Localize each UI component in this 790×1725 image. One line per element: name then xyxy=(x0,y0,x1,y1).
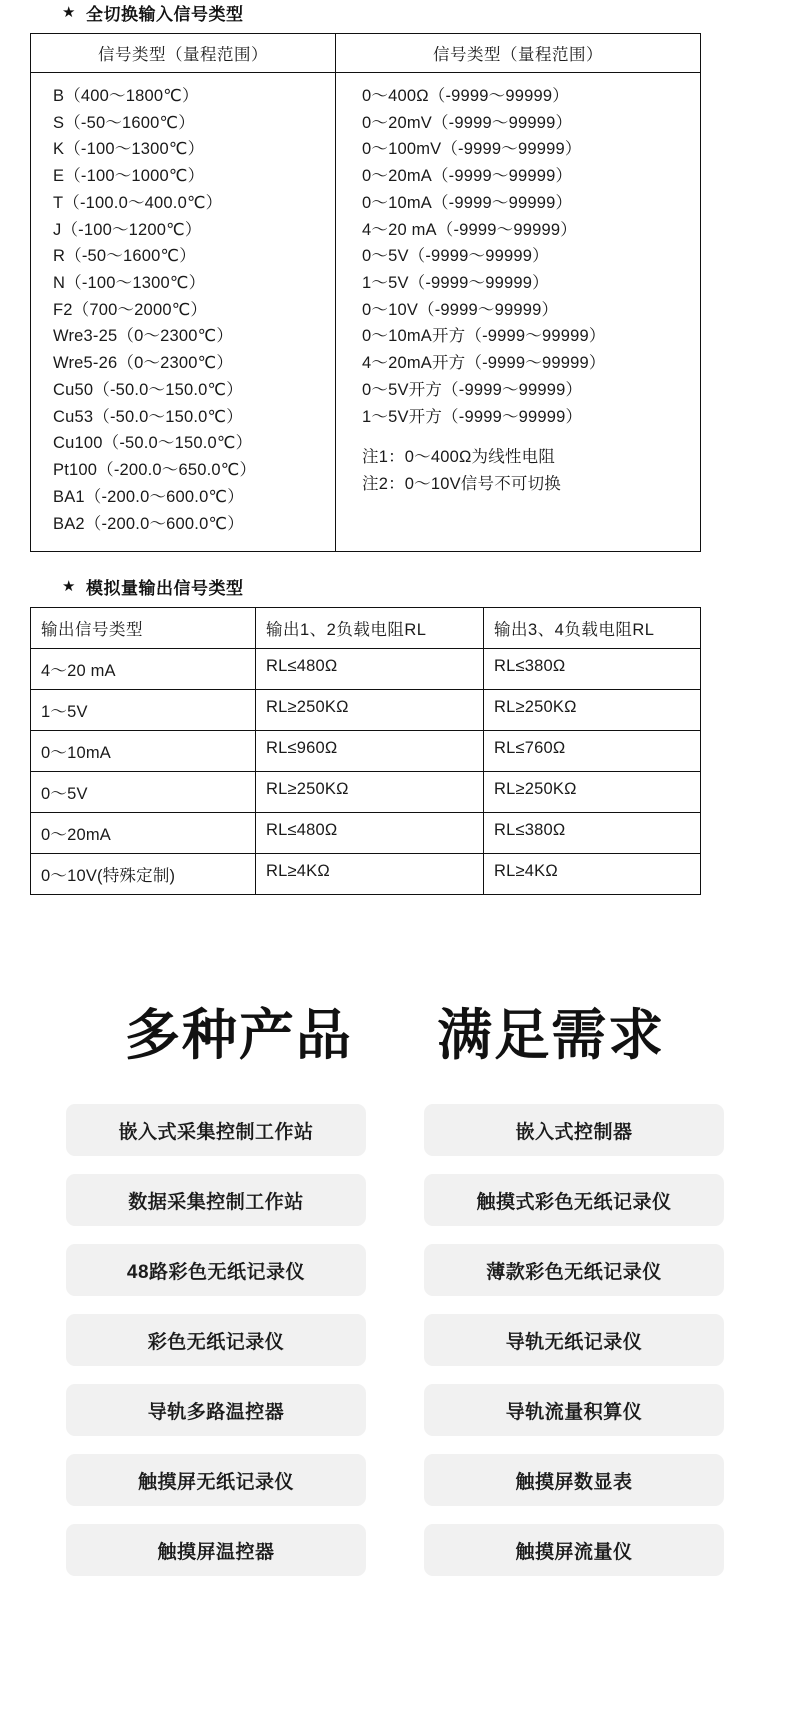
table-row xyxy=(31,731,701,772)
banner-title-right: 满足需求 xyxy=(437,1003,666,1068)
list-item: 0～5V（-9999～99999） xyxy=(362,247,549,266)
list-item: BA2（-200.0～600.0℃） xyxy=(53,514,244,533)
output-cell-type: 0～10V(特殊定制) xyxy=(31,854,256,895)
signal-table-wrap xyxy=(30,33,790,552)
list-item: J（-100～1200℃） xyxy=(53,220,202,239)
product-item[interactable]: 嵌入式控制器 xyxy=(424,1104,724,1156)
list-item: E（-100～1000℃） xyxy=(53,167,205,186)
star-icon: ★ xyxy=(62,4,76,21)
product-item[interactable]: 导轨无纸记录仪 xyxy=(424,1314,724,1366)
output-cell-rl12: RL≥250KΩ xyxy=(256,772,484,813)
table-row xyxy=(31,854,701,895)
output-cell-rl12: RL≤480Ω xyxy=(256,813,484,854)
list-item: Wre5-26（0～2300℃） xyxy=(53,354,234,373)
list-item: 1～5V开方（-9999～99999） xyxy=(362,407,583,426)
product-item[interactable]: 彩色无纸记录仪 xyxy=(66,1314,366,1366)
output-cell-rl34: RL≤380Ω xyxy=(484,813,701,854)
table-row xyxy=(31,73,701,552)
output-col-header-3: 输出3、4负载电阻RL xyxy=(484,608,701,649)
output-section-heading xyxy=(62,574,790,599)
list-item: 4～20 mA（-9999～99999） xyxy=(362,220,577,239)
signal-section-heading xyxy=(62,0,790,25)
output-cell-rl12: RL≤480Ω xyxy=(256,649,484,690)
output-cell-rl12: RL≥4KΩ xyxy=(256,854,484,895)
product-list xyxy=(0,1104,790,1622)
product-item[interactable]: 触摸屏流量仪 xyxy=(424,1524,724,1576)
table-row xyxy=(31,813,701,854)
list-item: R（-50～1600℃） xyxy=(53,247,196,266)
list-item: 0～5V开方（-9999～99999） xyxy=(362,380,583,399)
list-item: BA1（-200.0～600.0℃） xyxy=(53,487,244,506)
signal-right-list xyxy=(336,83,700,498)
output-cell-rl12: RL≤960Ω xyxy=(256,731,484,772)
list-spacer xyxy=(336,430,700,444)
output-cell-rl34: RL≥4KΩ xyxy=(484,854,701,895)
list-item: 4～20mA开方（-9999～99999） xyxy=(362,354,606,373)
list-item: Cu50（-50.0～150.0℃） xyxy=(53,380,243,399)
output-cell-rl34: RL≤760Ω xyxy=(484,731,701,772)
product-item[interactable]: 48路彩色无纸记录仪 xyxy=(66,1244,366,1296)
table-row xyxy=(31,772,701,813)
list-item: 1～5V（-9999～99999） xyxy=(362,274,549,293)
table-header-row xyxy=(31,608,701,649)
note-item: 注2：0～10V信号不可切换 xyxy=(362,475,562,494)
list-item: Wre3-25（0～2300℃） xyxy=(53,327,234,346)
table-header-row xyxy=(31,34,701,73)
list-item: Cu53（-50.0～150.0℃） xyxy=(53,407,243,426)
output-cell-rl34: RL≥250KΩ xyxy=(484,772,701,813)
list-item: Pt100（-200.0～650.0℃） xyxy=(53,461,257,480)
output-col-header-2: 输出1、2负载电阻RL xyxy=(256,608,484,649)
list-item: 0～400Ω（-9999～99999） xyxy=(362,87,569,105)
product-item[interactable]: 触摸式彩色无纸记录仪 xyxy=(424,1174,724,1226)
note-item: 注1：0～400Ω为线性电阻 xyxy=(362,448,556,467)
output-cell-type: 4～20 mA xyxy=(31,649,256,690)
output-heading-label: 模拟量输出信号类型 xyxy=(85,579,244,599)
signal-right-cell xyxy=(336,73,701,552)
signal-type-table xyxy=(30,33,701,552)
product-item[interactable]: 触摸屏数显表 xyxy=(424,1454,724,1506)
table-row xyxy=(31,649,701,690)
signal-col-header-2: 信号类型（量程范围） xyxy=(336,34,701,73)
list-item: B（400～1800℃） xyxy=(53,87,199,105)
output-cell-rl34: RL≥250KΩ xyxy=(484,690,701,731)
output-cell-type: 0～10mA xyxy=(31,731,256,772)
list-item: F2（700～2000℃） xyxy=(53,300,208,319)
signal-left-list xyxy=(31,83,335,537)
banner xyxy=(0,991,790,1070)
banner-title-left: 多种产品 xyxy=(124,1003,353,1068)
output-cell-type: 0～20mA xyxy=(31,813,256,854)
table-row xyxy=(31,690,701,731)
list-item: S（-50～1600℃） xyxy=(53,113,195,132)
list-item: Cu100（-50.0～150.0℃） xyxy=(53,434,253,453)
signal-heading-label: 全切换输入信号类型 xyxy=(85,5,244,24)
banner-title xyxy=(0,991,790,1070)
product-item[interactable]: 导轨多路温控器 xyxy=(66,1384,366,1436)
list-item: 0～100mV（-9999～99999） xyxy=(362,140,582,159)
output-cell-type: 1～5V xyxy=(31,690,256,731)
list-item: 0～10mA开方（-9999～99999） xyxy=(362,327,606,346)
signal-left-cell xyxy=(31,73,336,552)
output-table-wrap xyxy=(30,607,790,895)
list-item: 0～20mV（-9999～99999） xyxy=(362,113,573,132)
output-cell-rl34: RL≤380Ω xyxy=(484,649,701,690)
output-col-header-1: 输出信号类型 xyxy=(31,608,256,649)
list-item: 0～10V（-9999～99999） xyxy=(362,300,559,319)
product-item[interactable]: 触摸屏无纸记录仪 xyxy=(66,1454,366,1506)
list-item: 0～20mA（-9999～99999） xyxy=(362,167,573,186)
product-item[interactable]: 数据采集控制工作站 xyxy=(66,1174,366,1226)
product-item[interactable]: 导轨流量积算仪 xyxy=(424,1384,724,1436)
product-item[interactable]: 嵌入式采集控制工作站 xyxy=(66,1104,366,1156)
product-item[interactable]: 触摸屏温控器 xyxy=(66,1524,366,1576)
list-item: T（-100.0～400.0℃） xyxy=(53,193,223,212)
output-cell-type: 0～5V xyxy=(31,772,256,813)
list-item: 0～10mA（-9999～99999） xyxy=(362,193,573,212)
list-item: N（-100～1300℃） xyxy=(53,274,206,293)
analog-output-table xyxy=(30,607,701,895)
signal-col-header-1: 信号类型（量程范围） xyxy=(31,34,336,73)
product-item[interactable]: 薄款彩色无纸记录仪 xyxy=(424,1244,724,1296)
list-item: K（-100～1300℃） xyxy=(53,140,205,159)
star-icon: ★ xyxy=(62,578,76,596)
output-cell-rl12: RL≥250KΩ xyxy=(256,690,484,731)
